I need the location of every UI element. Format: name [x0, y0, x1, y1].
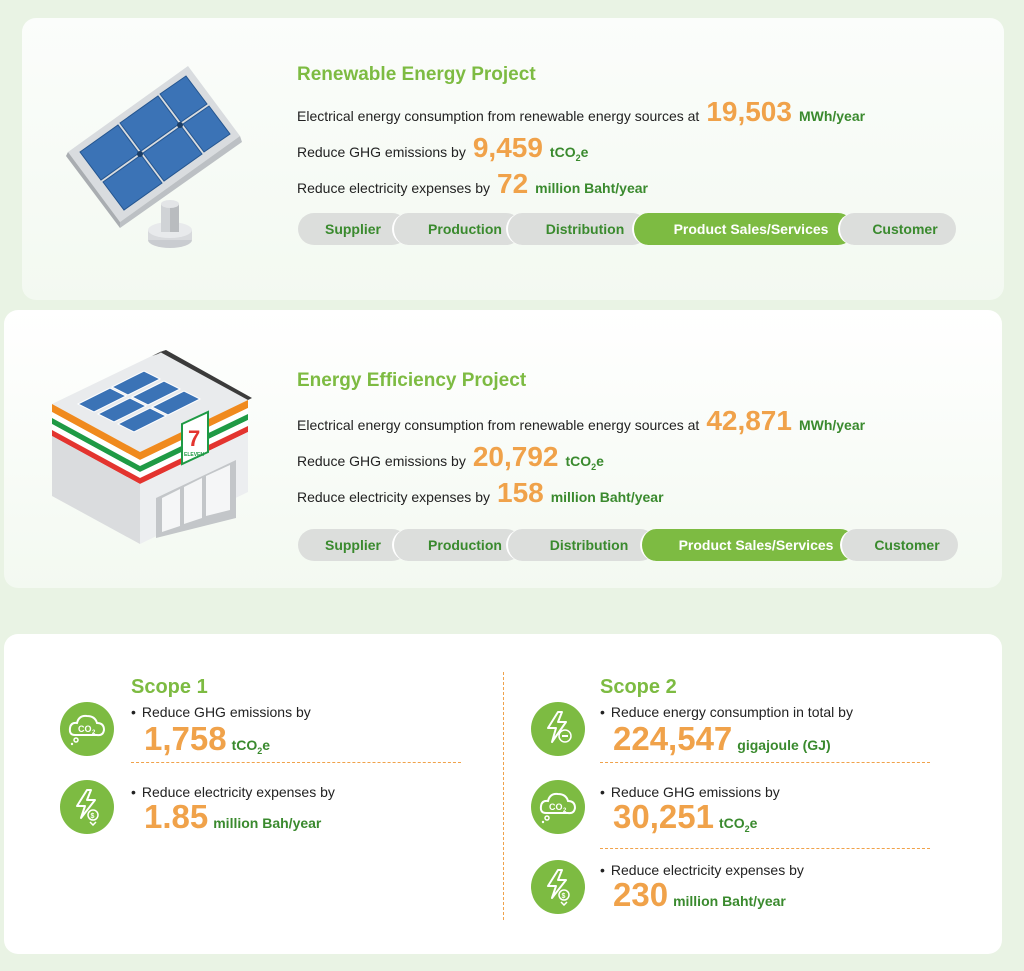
scope2-expense-label: • Reduce electricity expenses by	[600, 862, 804, 878]
divider	[600, 848, 930, 849]
chain-product-sales: Product Sales/Services	[632, 213, 854, 245]
chain-production: Production	[392, 529, 522, 561]
consumption-value: 19,503	[706, 96, 792, 127]
scope-divider	[503, 672, 504, 920]
expense-line	[297, 477, 664, 509]
scope1-expense-label: • Reduce electricity expenses by	[131, 784, 335, 800]
svg-text:7: 7	[188, 426, 201, 451]
scope1-expense-value: 1.85 million Bah/year	[144, 798, 322, 835]
energy-reduce-icon	[531, 702, 585, 756]
chain-distribution: Distribution	[506, 213, 648, 245]
ghg-unit: tCO$_2$e	[565, 453, 604, 472]
co2-icon	[60, 702, 114, 756]
scope2-energy-value: 224,547 gigajoule (GJ)	[613, 720, 831, 757]
scope2-ghg-label: • Reduce GHG emissions by	[600, 784, 780, 800]
chain-customer: Customer	[840, 529, 958, 561]
scope1-title: Scope 1	[131, 676, 208, 698]
divider	[131, 762, 461, 763]
svg-text:$: $	[90, 813, 95, 820]
consumption-label: Electrical energy consumption from renewable energy sources at	[297, 417, 700, 433]
svg-text:CO: CO	[78, 724, 92, 734]
svg-text:2: 2	[563, 808, 567, 814]
consumption-unit: MWh/year	[798, 108, 866, 124]
electricity-cost-icon	[531, 860, 585, 914]
scope1-ghg-value: 1,758 tCO$_2$e	[144, 720, 271, 757]
svg-text:$: $	[561, 893, 566, 900]
scopes-card	[4, 634, 1002, 954]
svg-text:2: 2	[92, 730, 96, 736]
ghg-line	[297, 132, 588, 164]
solar-panel-illustration	[60, 64, 250, 264]
ghg-line	[297, 441, 604, 473]
consumption-value: 42,871	[706, 405, 792, 436]
expense-label: Reduce electricity expenses by	[297, 180, 490, 196]
consumption-label: Electrical energy consumption from renewable energy sources at	[297, 108, 700, 124]
chain-supplier: Supplier	[298, 213, 408, 245]
ghg-unit: tCO$_2$e	[549, 144, 589, 163]
scope2-ghg-value: 30,251 tCO$_2$e	[613, 798, 758, 835]
project-title: Renewable Energy Project	[297, 64, 536, 85]
consumption-unit: MWh/year	[798, 417, 866, 433]
expense-unit: million Baht/year	[550, 489, 664, 505]
project-title: Energy Efficiency Project	[297, 370, 527, 391]
chain-supplier: Supplier	[298, 529, 408, 561]
expense-value: 158	[497, 477, 544, 508]
value-chain	[298, 213, 956, 245]
divider	[600, 762, 930, 763]
ghg-label: Reduce GHG emissions by	[297, 144, 466, 160]
expense-line	[297, 168, 648, 200]
chain-distribution: Distribution	[506, 529, 656, 561]
svg-text:CO: CO	[549, 802, 563, 812]
ghg-value: 9,459	[472, 132, 543, 163]
scope1-ghg-label: • Reduce GHG emissions by	[131, 704, 311, 720]
ghg-label: Reduce GHG emissions by	[297, 453, 466, 469]
value-chain	[298, 529, 958, 561]
co2-icon	[531, 780, 585, 834]
consumption-line	[297, 96, 865, 128]
electricity-cost-icon	[60, 780, 114, 834]
svg-text:ELEVEN: ELEVEN	[184, 452, 205, 458]
renewable-project-card	[22, 18, 1004, 300]
chain-production: Production	[392, 213, 522, 245]
store-illustration	[48, 348, 258, 548]
efficiency-project-card	[4, 310, 1002, 588]
scope2-energy-label: • Reduce energy consumption in total by	[600, 704, 853, 720]
scope2-title: Scope 2	[600, 676, 677, 698]
expense-label: Reduce electricity expenses by	[297, 489, 490, 505]
chain-product-sales: Product Sales/Services	[640, 529, 856, 561]
expense-unit: million Baht/year	[535, 180, 648, 196]
chain-customer: Customer	[838, 213, 956, 245]
expense-value: 72	[497, 168, 529, 199]
scope2-expense-value: 230 million Baht/year	[613, 876, 786, 913]
consumption-line	[297, 405, 865, 437]
ghg-value: 20,792	[472, 441, 559, 472]
